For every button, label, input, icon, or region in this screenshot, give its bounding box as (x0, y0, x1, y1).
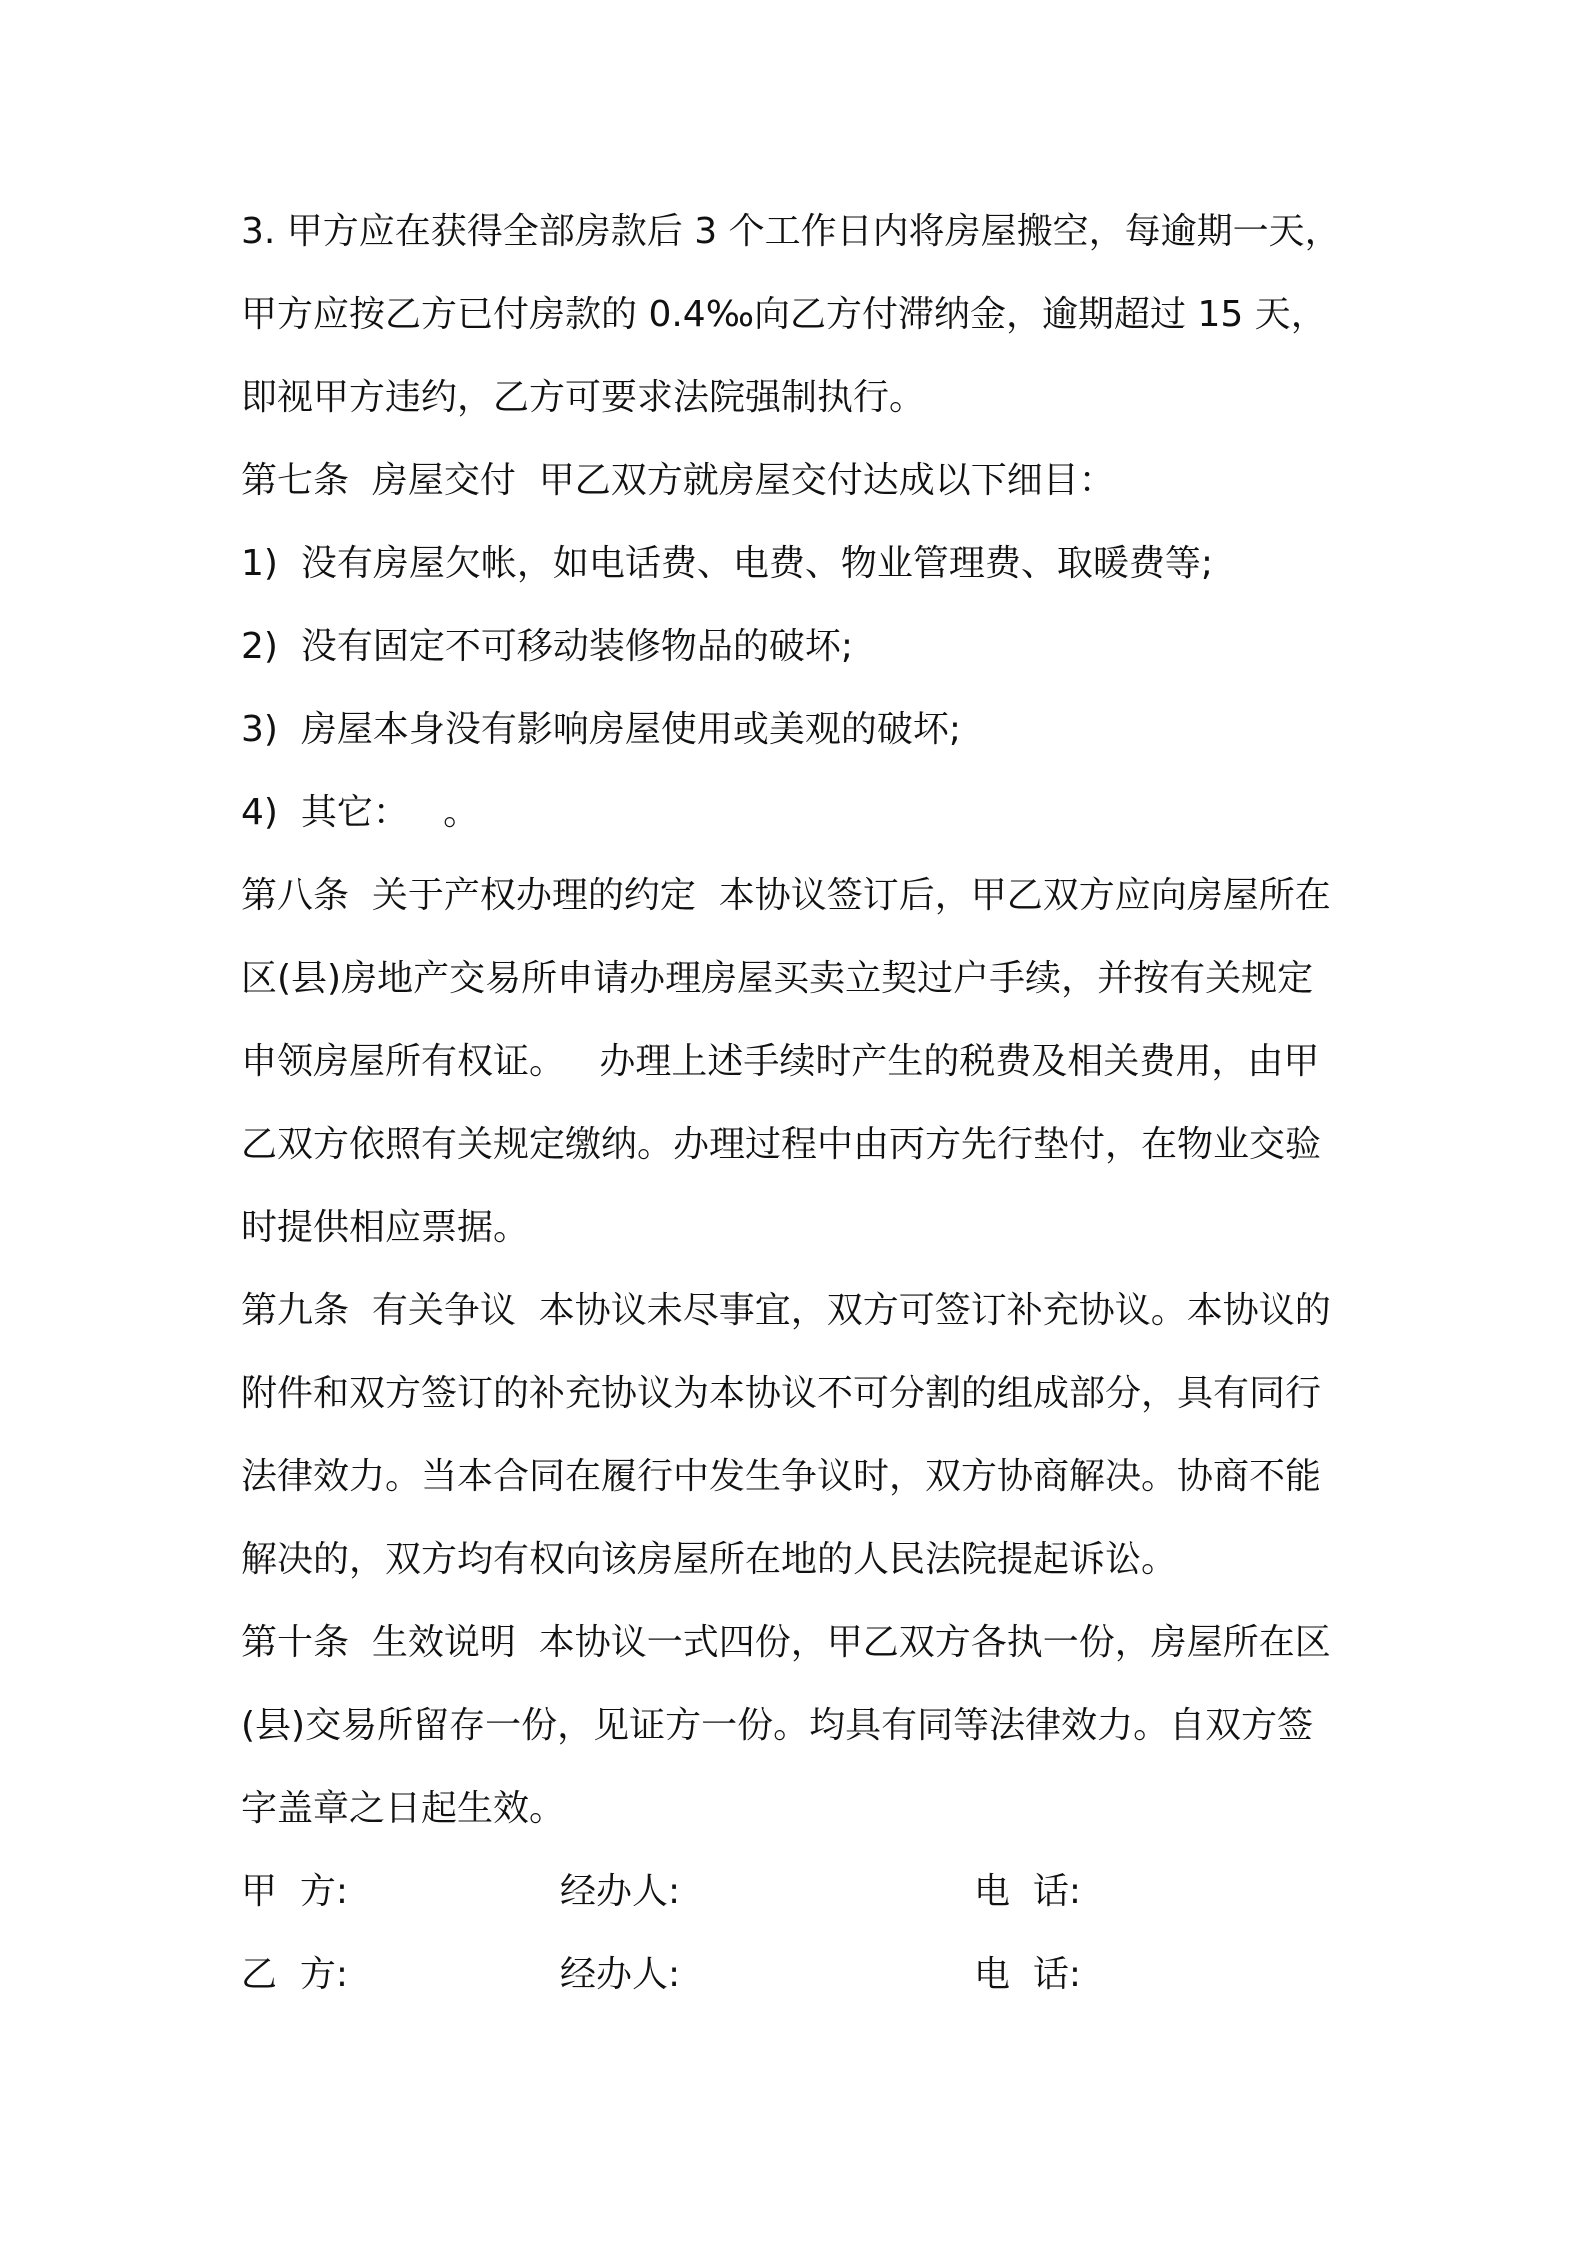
text-line: (县)交易所留存一份，见证方一份。均具有同等法律效力。自双方签 (241, 1705, 1314, 1746)
party-label: 甲 方: (241, 1871, 349, 1912)
text-line: 时提供相应票据。 (241, 1207, 530, 1248)
text-line: 字盖章之日起生效。 (241, 1788, 566, 1829)
clause7-heading: 第七条 房屋交付 甲乙双方就房屋交付达成以下细目： (241, 460, 1115, 501)
text-line: 附件和双方签订的补充协议为本协议不可分割的组成部分，具有同行 (241, 1373, 1322, 1414)
clause9 (241, 1269, 1361, 1601)
clause6-item3 (241, 190, 1361, 439)
handler-label: 经办人: (560, 1871, 681, 1912)
text-line: 第九条 有关争议 本协议未尽事宜，双方可签订补充协议。本协议的 (241, 1290, 1331, 1331)
text-line: 甲方应按乙方已付房款的 0.4‰向乙方付滞纳金，逾期超过 15 天， (241, 294, 1327, 335)
signature-row-party-a (241, 1850, 1361, 1933)
clause7-item: 2) 没有固定不可移动装修物品的破坏; (241, 626, 853, 667)
text-line: 申领房屋所有权证。 办理上述手续时产生的税费及相关费用，由甲 (241, 1041, 1320, 1082)
signature-row-party-b (241, 1933, 1361, 2016)
clause7-item: 3) 房屋本身没有影响房屋使用或美观的破坏; (241, 709, 961, 750)
text-line: 第十条 生效说明 本协议一式四份，甲乙双方各执一份，房屋所在区 (241, 1622, 1331, 1663)
phone-label: 电 话: (974, 1871, 1082, 1912)
text-line: 即视甲方违约，乙方可要求法院强制执行。 (241, 377, 926, 418)
text-line: 区(县)房地产交易所申请办理房屋买卖立契过户手续，并按有关规定 (241, 958, 1314, 999)
document-body (241, 190, 1361, 2016)
text-line: 法律效力。当本合同在履行中发生争议时，双方协商解决。协商不能 (241, 1456, 1322, 1497)
text-line: 乙双方依照有关规定缴纳。办理过程中由丙方先行垫付，在物业交验 (241, 1124, 1322, 1165)
clause10 (241, 1601, 1361, 1850)
handler-label: 经办人: (560, 1954, 681, 1995)
clause7-item: 1) 没有房屋欠帐，如电话费、电费、物业管理费、取暖费等; (241, 543, 1213, 584)
signature-block (241, 1850, 1361, 2016)
phone-label: 电 话: (974, 1954, 1082, 1995)
clause7-item: 4) 其它： 。 (241, 792, 480, 833)
clause8 (241, 854, 1361, 1269)
party-label: 乙 方: (241, 1954, 349, 1995)
text-line: 解决的，双方均有权向该房屋所在地的人民法院提起诉讼。 (241, 1539, 1178, 1580)
clause7 (241, 439, 1361, 854)
text-line: 第八条 关于产权办理的约定 本协议签订后，甲乙双方应向房屋所在 (241, 875, 1331, 916)
text-line: 3. 甲方应在获得全部房款后 3 个工作日内将房屋搬空，每逾期一天， (241, 211, 1341, 252)
